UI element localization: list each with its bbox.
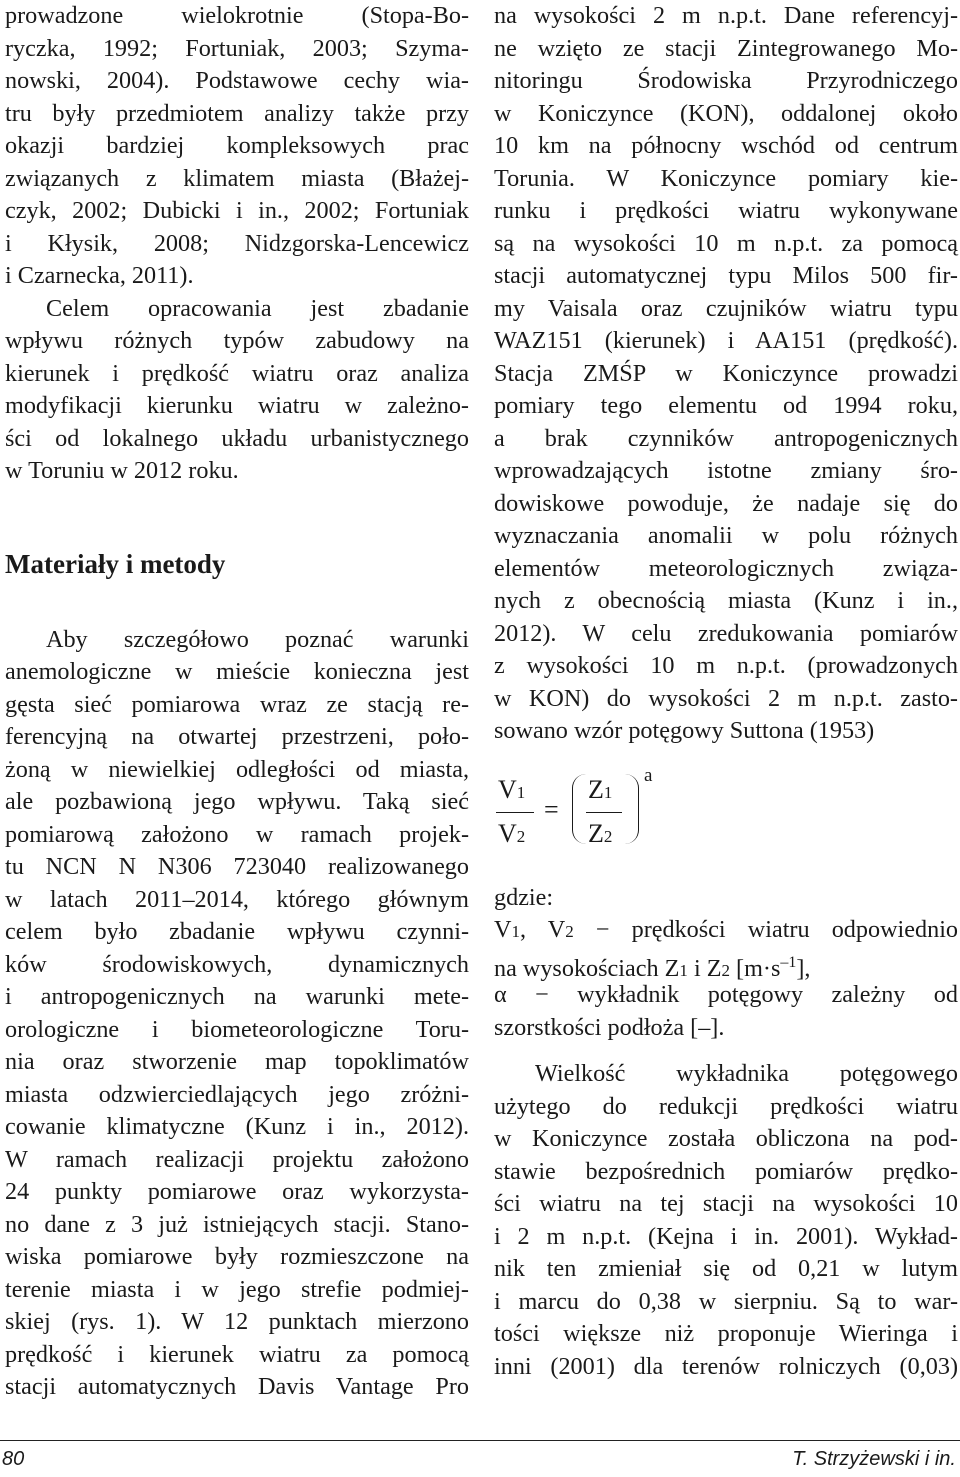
text-line: w Toruniu w 2012 roku. <box>5 457 239 484</box>
text-line: sowano wzór potęgowy Suttona (1953) <box>494 717 875 744</box>
intro-paragraph <box>5 0 469 293</box>
left-paren <box>572 774 587 844</box>
text-line: WAZ151 (kierunek) i AA151 (prędkość). <box>494 327 958 354</box>
text-line: tru były przedmiotem analizy także przy <box>5 99 469 127</box>
right-paren <box>624 774 639 844</box>
variable-definitions <box>494 914 958 1044</box>
fraction-bar <box>586 812 622 813</box>
text-line: modyfikacji kierunku wiatru w zależno- <box>5 392 469 419</box>
text-line: i Kłysik, 2008; Nidzgorska-Lencewicz <box>5 229 469 257</box>
text-line: 10 km na północny wschód od centrum <box>494 132 958 159</box>
definition-velocity: V1, V2 − prędkości wiatru odpowiednio <box>494 916 959 943</box>
text-line: w Koniczynce została obliczona na pod- <box>494 1125 958 1152</box>
formula-z1: Z1 <box>588 774 613 804</box>
text-line: stawie bezpośrednich pomiarów prędko- <box>494 1157 958 1185</box>
right-column <box>494 0 958 1383</box>
formula-z2: Z2 <box>588 818 613 848</box>
formula-v1: V1 <box>498 774 526 804</box>
text-line: stacji automatycznych Davis Vantage Pro <box>5 1373 469 1400</box>
text-line: a brak czynników antropogenicznych <box>494 424 958 452</box>
page-number: 80 <box>2 1448 25 1470</box>
text-line: cowanie klimatyczne (Kunz i in., 2012). <box>5 1113 469 1140</box>
exponent-paragraph <box>494 1058 958 1383</box>
text-line: użytego do redukcji prędkości wiatru <box>494 1092 958 1120</box>
text-line: nowski, 2004). Podstawowe cechy wia- <box>5 67 469 94</box>
text-line: runku i prędkości wiatru wykonywane <box>494 197 958 224</box>
text-line: Celem opracowania jest zbadanie <box>46 294 469 322</box>
methods-paragraph <box>5 624 469 1404</box>
text-line: miasta odzwierciedlających jego zróżni- <box>5 1080 469 1108</box>
text-line: ferencyjną na otwartej przestrzeni, poło- <box>5 723 469 750</box>
aim-paragraph <box>5 293 469 488</box>
text-line: i antropogenicznych na warunki mete- <box>5 983 469 1010</box>
text-line: skiej (rys. 1). W 12 punktach mierzono <box>5 1308 469 1335</box>
formula-v2: V2 <box>498 818 526 848</box>
reference-station-paragraph <box>494 0 958 748</box>
text-line: nia oraz stworzenie map topoklimatów <box>5 1048 469 1075</box>
text-line: i 2 m n.p.t. (Kejna i in. 2001). Wykład- <box>494 1222 958 1250</box>
section-heading: Materiały i metody <box>5 548 226 579</box>
text-line: czyk, 2002; Dubicki i in., 2002; Fortuniak <box>5 197 469 224</box>
text-line: ne wzięto ze stacji Zintegrowanego Mo- <box>494 34 958 62</box>
text-line: z wysokości 10 m n.p.t. (prowadzonych <box>494 652 958 679</box>
text-line: na wysokości 2 m n.p.t. Dane referencyj- <box>494 2 958 29</box>
text-line: wpływu różnych typów zabudowy na <box>5 327 469 354</box>
where-label: gdzie: <box>494 883 554 911</box>
text-line: żoną w niewielkiej odległości od miasta, <box>5 755 469 783</box>
text-line: W ramach realizacji projektu założono <box>5 1145 469 1173</box>
text-line: ści od lokalnego układu urbanistycznego <box>5 424 469 452</box>
text-line: i Czarnecka, 2011). <box>5 262 194 289</box>
sutton-formula <box>494 756 958 882</box>
text-line: 24 punkty pomiarowe oraz wykorzysta- <box>5 1178 469 1205</box>
left-column <box>5 0 469 1404</box>
text-line: związanych z klimatem miasta (Błażej- <box>5 164 469 192</box>
text-line: terenie miasta i w jego strefie podmiej- <box>5 1275 469 1303</box>
text-line: prędkość i kierunek wiatru za pomocą <box>5 1340 469 1368</box>
text-line: w Koniczynce (KON), oddalonej około <box>494 99 958 127</box>
text-line: elementów meteorologicznych związa- <box>494 554 958 582</box>
text-line: ków środowiskowych, dynamicznych <box>5 950 469 978</box>
text-line: tu NCN N N306 723040 realizowanego <box>5 853 469 880</box>
text-line: ryczka, 1992; Fortuniak, 2003; Szyma- <box>5 34 469 62</box>
text-line: gęsta sieć pomiarowa wraz ze stacją re- <box>5 690 469 718</box>
text-line: celem było zbadanie wpływu czynni- <box>5 918 469 945</box>
text-line: stacji automatycznej typu Milos 500 fir- <box>494 262 958 289</box>
text-line: są na wysokości 10 m n.p.t. za pomocą <box>494 229 958 257</box>
text-line: wiska pomiarowe były rozmieszczone na <box>5 1243 469 1270</box>
text-line: my Vaisala oraz czujników wiatru typu <box>494 294 958 322</box>
text-line: orologiczne i biometeorologiczne Toru- <box>5 1015 469 1043</box>
text-line: inni (2001) dla terenów rolniczych (0,03) <box>494 1352 958 1380</box>
text-line: ale pozbawioną jego wpływu. Taką sieć <box>5 788 469 815</box>
definition-velocity-cont: na wysokościach Z1 i Z2 $[m\cdot s^{-1}]$, <box>494 953 811 982</box>
text-line: nych z obecnością miasta (Kunz i in., <box>494 587 958 614</box>
text-line: nik ten zmieniał się od 0,21 w lutym <box>494 1255 958 1282</box>
formula-exponent: a <box>644 764 653 786</box>
text-line: 2012). W celu zredukowania pomiarów <box>494 619 958 647</box>
text-line: pomiarową założono w ramach projek- <box>5 820 469 848</box>
text-line: w KON) do wysokości 2 m n.p.t. zasto- <box>494 684 958 712</box>
text-line: Torunia. W Koniczynce pomiary kie- <box>494 164 958 192</box>
definition-alpha-cont: szorstkości podłoża [–]. <box>494 1013 725 1041</box>
text-line: tości większe niż proponuje Wieringa i <box>494 1320 958 1347</box>
text-line: nitoringu Środowiska Przyrodniczego <box>494 67 958 94</box>
formula-equals: = <box>544 794 559 824</box>
text-line: kierunek i prędkość wiatru oraz analiza <box>5 359 469 387</box>
text-line: w latach 2011–2014, którego głównym <box>5 885 469 913</box>
text-line: ści wiatru na tej stacji na wysokości 10 <box>494 1190 958 1217</box>
text-line: Wielkość wykładnika potęgowego <box>535 1060 958 1087</box>
text-line: no dane z 3 już istniejących stacji. Stano- <box>5 1210 469 1238</box>
running-authors: T. Strzyżewski i in. <box>792 1448 956 1470</box>
footer-rule <box>0 1440 960 1441</box>
text-line: anemologiczne w mieście konieczna jest <box>5 658 469 685</box>
text-line: dowiskowe powoduje, że nadaje się do <box>494 489 958 517</box>
text-line: okazji bardziej kompleksowych prac <box>5 132 469 159</box>
text-line: Aby szczegółowo poznać warunki <box>46 625 469 653</box>
text-line: Stacja ZMŚP w Koniczynce prowadzi <box>494 359 958 387</box>
text-line: prowadzone wielokrotnie (Stopa-Bo- <box>5 2 469 29</box>
definition-alpha: α − wykładnik potęgowy zależny od <box>494 981 958 1008</box>
fraction-bar <box>496 812 534 813</box>
text-line: i marcu do 0,38 w sierpniu. Są to war- <box>494 1287 958 1315</box>
text-line: wyznaczania anomalii w polu różnych <box>494 522 958 549</box>
text-line: pomiary tego elementu od 1994 roku, <box>494 392 958 419</box>
text-line: wprowadzających istotne zmiany śro- <box>494 457 958 484</box>
